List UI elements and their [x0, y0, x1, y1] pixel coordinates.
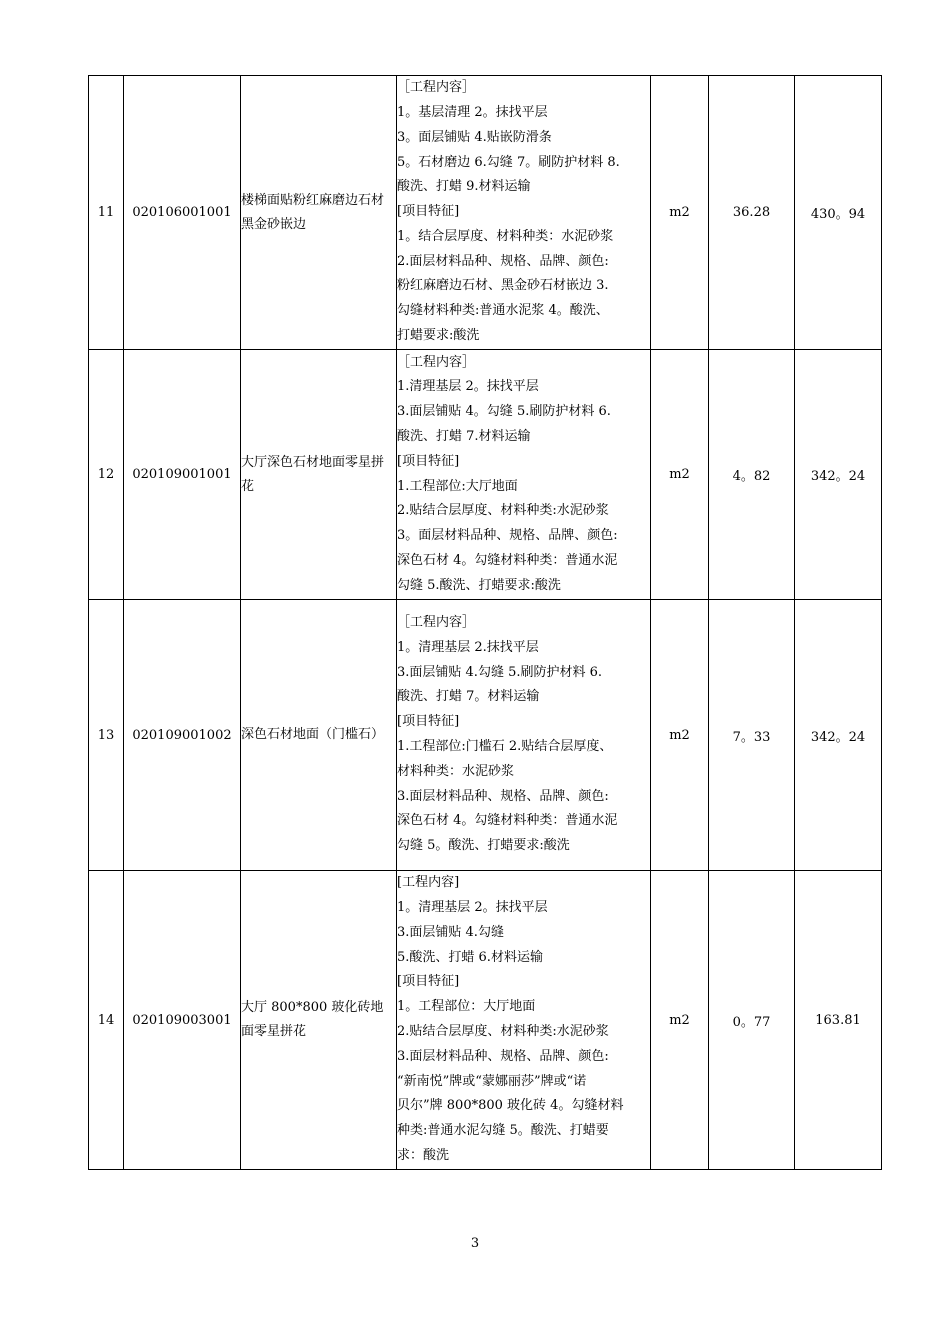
- row-number: 12: [89, 350, 124, 600]
- description-line: 种类:普通水泥勾缝 5。酸洗、打蜡要: [397, 1123, 609, 1139]
- page-number: 3: [470, 1236, 480, 1251]
- description-line: 3.面层铺贴 4.勾缝: [397, 924, 504, 940]
- item-code: 020109003001: [124, 871, 241, 1170]
- description-line: [工程内容]: [397, 875, 460, 891]
- unit-price: 163.81: [795, 871, 882, 1170]
- quantity: 4。82: [709, 350, 795, 600]
- description-line: 求：酸洗: [397, 1147, 450, 1163]
- row-number: 11: [89, 76, 124, 350]
- description-line: 5.酸洗、打蜡 6.材料运输: [397, 949, 543, 965]
- item-name: 大厅深色石材地面零星拼花: [241, 350, 397, 600]
- description-line: 3.面层材料品种、规格、品牌、颜色:: [397, 1048, 609, 1064]
- table-row: [89, 76, 882, 350]
- unit: m2: [651, 600, 709, 871]
- quantity: 0。77: [709, 871, 795, 1170]
- description-line: 勾缝 5.酸洗、打蜡要求:酸洗: [397, 577, 561, 593]
- description-line: ［工程内容］: [397, 354, 476, 370]
- item-code: 020109001001: [124, 350, 241, 600]
- table-row: [89, 871, 882, 1170]
- unit: m2: [651, 76, 709, 350]
- description-line: 3.面层材料品种、规格、品牌、颜色:: [397, 788, 609, 804]
- description-line: 2.贴结合层厚度、材料种类:水泥砂浆: [397, 1024, 609, 1039]
- description-line: 酸洗、打蜡 7.材料运输: [397, 428, 531, 444]
- description-line: 酸洗、打蜡 7。材料运输: [397, 689, 540, 705]
- description-line: 粉红麻磨边石材、黑金砂石材嵌边 3.: [397, 278, 609, 294]
- table-row: [89, 350, 882, 600]
- item-description: [397, 76, 651, 350]
- description-line: 1.清理基层 2。抹找平层: [397, 379, 539, 395]
- description-line: [项目特征]: [397, 974, 460, 990]
- description-line: 贝尔”牌 800*800 玻化砖 4。勾缝材料: [397, 1098, 624, 1114]
- description-line: “新南悦”牌或“蒙娜丽莎”牌或“诺: [397, 1073, 587, 1089]
- item-name: 楼梯面贴粉红麻磨边石材黑金砂嵌边: [241, 76, 397, 350]
- description-line: 1.工程部位:门槛石 2.贴结合层厚度、: [397, 739, 613, 754]
- bill-of-quantities-table: [88, 75, 882, 1170]
- description-line: 酸洗、打蜡 9.材料运输: [397, 179, 531, 195]
- description-line: 深色石材 4。勾缝材料种类：普通水泥: [397, 552, 618, 568]
- description-line: 1。清理基层 2。抹找平层: [397, 900, 548, 916]
- item-description: [397, 600, 651, 871]
- description-line: [项目特征]: [397, 714, 460, 730]
- description-line: 1。工程部位：大厅地面: [397, 999, 536, 1015]
- unit: m2: [651, 871, 709, 1170]
- description-line: ［工程内容］: [397, 615, 476, 631]
- description-line: 材料种类：水泥砂浆: [397, 763, 515, 779]
- unit-price: 342。24: [795, 350, 882, 600]
- description-line: 3.面层铺贴 4.勾缝 5.刷防护材料 6.: [397, 664, 603, 680]
- description-line: [项目特征]: [397, 204, 460, 220]
- quantity: 7。33: [709, 600, 795, 871]
- item-code: 020106001001: [124, 76, 241, 350]
- description-line: 3。面层材料品种、规格、品牌、颜色:: [397, 528, 618, 544]
- description-line: 3。面层铺贴 4.贴嵌防滑条: [397, 129, 552, 145]
- item-name: 大厅 800*800 玻化砖地面零星拼花: [241, 871, 397, 1170]
- unit-price: 430。94: [795, 76, 882, 350]
- description-line: 2.贴结合层厚度、材料种类:水泥砂浆: [397, 503, 609, 519]
- unit: m2: [651, 350, 709, 600]
- description-line: 勾缝材料种类:普通水泥浆 4。酸洗、: [397, 303, 609, 319]
- description-line: 深色石材 4。勾缝材料种类：普通水泥: [397, 813, 618, 829]
- description-line: 3.面层铺贴 4。勾缝 5.刷防护材料 6.: [397, 404, 611, 420]
- description-line: 1。基层清理 2。抹找平层: [397, 104, 548, 120]
- description-line: 1。清理基层 2.抹找平层: [397, 639, 539, 655]
- item-description: [397, 350, 651, 600]
- row-number: 13: [89, 600, 124, 871]
- description-line: 1.工程部位:大厅地面: [397, 478, 518, 494]
- item-description: [397, 871, 651, 1170]
- item-name: 深色石材地面（门槛石）: [241, 600, 397, 871]
- description-line: [项目特征]: [397, 453, 460, 469]
- description-line: ［工程内容］: [397, 80, 476, 96]
- description-line: 1。结合层厚度、材料种类：水泥砂浆: [397, 228, 614, 244]
- description-line: 打蜡要求:酸洗: [397, 328, 480, 344]
- description-line: 2.面层材料品种、规格、品牌、颜色:: [397, 253, 609, 269]
- table-row: [89, 600, 882, 871]
- row-number: 14: [89, 871, 124, 1170]
- quantity: 36.28: [709, 76, 795, 350]
- description-line: 5。石材磨边 6.勾缝 7。刷防护材料 8.: [397, 154, 620, 170]
- item-code: 020109001002: [124, 600, 241, 871]
- unit-price: 342。24: [795, 600, 882, 871]
- description-line: 勾缝 5。酸洗、打蜡要求:酸洗: [397, 838, 570, 854]
